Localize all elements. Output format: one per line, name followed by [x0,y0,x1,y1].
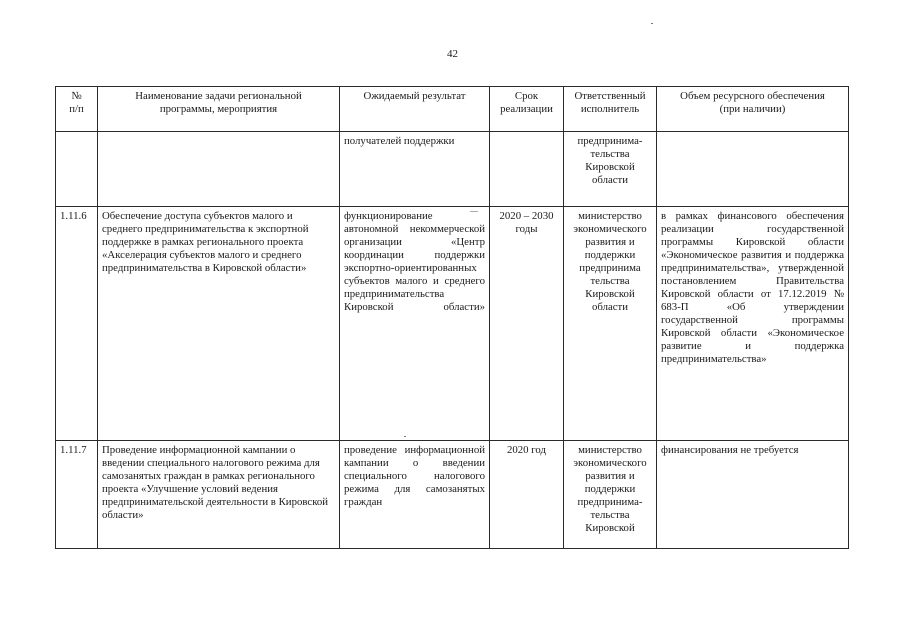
header-funding: Объем ресурсного обеспечения (при наличии) [657,87,849,132]
table-row [56,207,849,441]
header-task-name: Наименование задачи региональной программы, мероприятия [98,87,340,132]
scan-speck [470,211,478,212]
program-table [55,86,849,549]
scan-speck [651,23,653,24]
cell-task-name [98,132,340,207]
cell-expected-result: проведение информационной кампании о введении специального налогового режима для самозанятых граждан [340,441,490,549]
cell-task-name: Обеспечение доступа субъектов малого и среднего предпринимательства к экспортной поддержке в рамках регионального проекта «Акселерация субъектов малого и среднего предпринимательства в Кировской области» [98,207,340,441]
cell-executor: министерство экономического развития и поддержки предпринима- тельства Кировской [564,441,657,549]
table-row [56,441,849,549]
page-number: 42 [447,48,458,60]
scan-speck [404,436,406,437]
header-term: Срок реализации [490,87,564,132]
cell-funding: в рамках финансового обеспечения реализации государственной программы Кировской области «Экономическое развития и поддержка предпринимательства», утвержденной постановлением Правительства Кировской области от 17.12.2019 № 683-П «Об утверждении государственной программы Кировской области «Экономическое развитие и поддержка предпринимательства» [657,207,849,441]
header-number: № п/п [56,87,98,132]
cell-expected-result: функционирование автономной некоммерческой организации «Центр координации поддержки экспортно-ориентированных субъектов малого и среднего предпринимательства Кировской области» [340,207,490,441]
cell-term: 2020 год [490,441,564,549]
table-header-row [56,87,849,132]
header-expected-result: Ожидаемый результат [340,87,490,132]
cell-number: 1.11.7 [56,441,98,549]
cell-number [56,132,98,207]
cell-funding: финансирования не требуется [657,441,849,549]
cell-number: 1.11.6 [56,207,98,441]
cell-executor: министерство экономического развития и поддержки предпринима тельства Кировской области [564,207,657,441]
table-row [56,132,849,207]
cell-funding [657,132,849,207]
cell-term: 2020 – 2030 годы [490,207,564,441]
cell-executor: предпринима- тельства Кировской области [564,132,657,207]
cell-expected-result: получателей поддержки [340,132,490,207]
header-executor: Ответственный исполнитель [564,87,657,132]
cell-task-name: Проведение информационной кампании о введении специального налогового режима для самозанятых граждан в рамках регионального проекта «Улучшение условий ведения предпринимательской деятельности в Кировской области» [98,441,340,549]
cell-term [490,132,564,207]
